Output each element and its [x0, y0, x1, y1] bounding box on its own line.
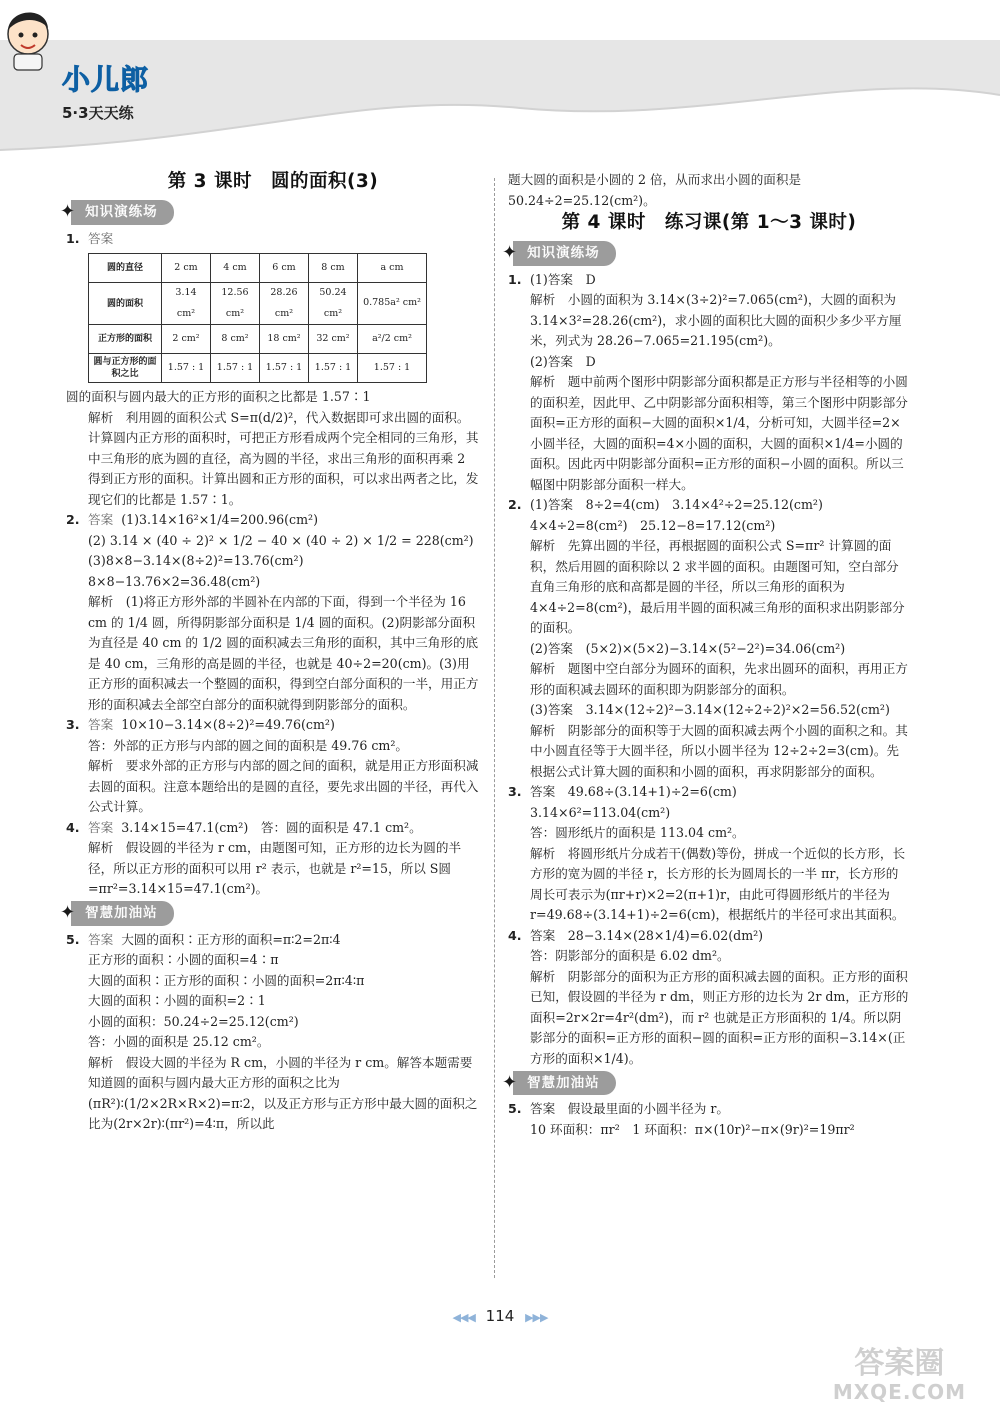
explanation: 解析 假设大圆的半径为 R cm，小圆的半径为 r cm。解答本题需要知道圆的面积与圆内最大正方形的面积之比为(πR²)∶(1/2×2R×R×2)=π∶2，以及正方形与正方形中最大圆的面积之比为(2r×2r)∶(πr²)=4∶π，所以此	[88, 1054, 478, 1131]
answer-line: 答：外部的正方形与内部的圆之间的面积是 49.76 cm²。	[88, 737, 408, 753]
lesson-title-4: 第 4 课时 练习课(第 1～3 课时)	[561, 212, 857, 233]
explanation: 解析 小圆的面积为 3.14×(3÷2)²=7.065(cm²)，大圆的面积为 3.14×3²=28.26(cm²)，求小圆的面积比大圆的面积少多少平方厘米，列式为 28.26−7.065=21.195(cm²)。	[530, 292, 902, 348]
explanation: 解析 要求外部的正方形与内部的圆之间的面积，就是用正方形面积减去圆的面积。注意本题给出的是圆的直径，要先求出圆的半径，再代入公式计算。	[88, 758, 479, 814]
watermark-url: MXQE.COM	[832, 1380, 966, 1404]
question-number: 3.	[508, 784, 522, 799]
answer-line: (2)答案 (5×2)×(5×2)−3.14×(5²−2²)=34.06(cm²)	[530, 640, 846, 656]
star-icon: ✦	[502, 1071, 518, 1093]
answer-line: 答：小圆的面积是 25.12 cm²。	[88, 1034, 270, 1049]
section-label: 知识演练场	[513, 241, 616, 266]
answer-line: 正方形的面积∶小圆的面积=4∶π	[88, 952, 279, 967]
table-cell: 12.56 cm²	[211, 283, 260, 325]
explanation: 解析 阴影部分的面积为正方形的面积减去圆的面积。正方形的面积已知，假设圆的半径为 r dm，则正方形的边长为 2r dm，正方形的面积=2r×2r=4r²(dm²)，而 r² 也就是正方形面积的 1/4。所以阴影部分的面积=正方形的面积−圆的面积=正方形的面积−3.14×(正方形的面积×1/4)。	[530, 968, 909, 1066]
answer-line: (2)答案 D	[530, 353, 596, 369]
table-cell: 3.14 cm²	[162, 283, 211, 325]
answer-line: (1)答案 8÷2=4(cm) 3.14×4²÷2=25.12(cm²)	[530, 497, 823, 512]
section-tag-practice	[502, 242, 616, 266]
section-tag-practice	[60, 201, 174, 225]
table-cell: 正方形的面积	[89, 325, 162, 354]
question-number: 2.	[66, 512, 80, 527]
table-cell: 28.26 cm²	[260, 283, 309, 325]
answer-line: 答：圆形纸片的面积是 113.04 cm²。	[530, 825, 745, 840]
watermark-title: 答案圈	[854, 1346, 945, 1381]
answer-line: (2) 3.14 × (40 ÷ 2)² × 1/2 − 40 × (40 ÷ 2) × 1/2 = 228(cm²)	[88, 532, 474, 548]
mascot-boy-icon	[0, 0, 56, 72]
table-cell: 0.785a² cm²	[358, 283, 427, 325]
section-label: 智慧加油站	[513, 1071, 616, 1096]
table-row	[89, 325, 427, 354]
section-label: 知识演练场	[71, 200, 174, 225]
answer-label: 答案	[88, 512, 114, 527]
table-cell: 8 cm	[309, 254, 358, 283]
table-cell: 1.57 : 1	[162, 354, 211, 383]
question-2	[66, 510, 480, 715]
question-4	[66, 818, 480, 900]
answer-line: 10×10−3.14×(8÷2)²=49.76(cm²)	[121, 717, 335, 732]
table-row	[89, 254, 427, 283]
brand-subtitle: 5·3天天练	[62, 104, 134, 122]
question-number: 2.	[508, 497, 522, 512]
star-icon: ✦	[60, 201, 76, 223]
table-cell: 32 cm²	[309, 325, 358, 354]
explanation: 解析 将圆形纸片分成若干(偶数)等份，拼成一个近似的长方形，长方形的宽为圆的半径 r，长方形的长为圆周长的一半 πr，长方形的周长可表示为(πr+r)×2=2(π+1)r，由此可得圆形纸片的半径为 r=49.68÷(3.14+1)÷2=6(cm)，根据纸片的半径可求出其面积。	[530, 845, 906, 922]
question-5	[508, 1099, 910, 1140]
table-cell: 1.57 : 1	[309, 354, 358, 383]
question-number: 1.	[66, 230, 80, 246]
answer-line: 10 环面积：πr² 1 环面积：π×(10r)²−π×(9r)²=19πr²	[530, 1121, 855, 1137]
table-cell: 50.24 cm²	[309, 283, 358, 325]
section-label: 智慧加油站	[71, 901, 174, 926]
left-column	[60, 170, 480, 1135]
question-number: 5.	[66, 931, 80, 947]
question-number: 5.	[508, 1101, 522, 1116]
table-cell: 2 cm	[162, 254, 211, 283]
question-number: 4.	[508, 927, 522, 943]
next-arrows-icon: ▶▶▶	[525, 1311, 548, 1324]
question-number: 4.	[66, 819, 80, 835]
answer-line: 大圆的面积∶正方形的面积=π∶2=2π∶4	[121, 931, 341, 947]
table-cell: 8 cm²	[211, 325, 260, 354]
answer-line: 4×4÷2=8(cm²) 25.12−8=17.12(cm²)	[530, 517, 776, 533]
question-5	[66, 930, 480, 1135]
table-cell: a²/2 cm²	[358, 325, 427, 354]
right-column	[502, 170, 910, 1140]
header-wave-decoration	[0, 0, 1000, 160]
answer-line: 圆的面积与圆内最大的正方形的面积之比都是 1.57∶1	[66, 389, 371, 404]
page-footer	[0, 1307, 1000, 1325]
table-cell: 18 cm²	[260, 325, 309, 354]
answer-label: 答案	[88, 819, 114, 835]
site-watermark	[832, 1346, 966, 1406]
brand-title: 小儿郎	[62, 63, 150, 96]
table-cell: 圆的直径	[89, 254, 162, 283]
section-tag-challenge	[60, 902, 174, 926]
question-4	[508, 926, 910, 1070]
answer-line: 答案 49.68÷(3.14+1)÷2=6(cm)	[530, 784, 737, 799]
answer-table	[88, 253, 427, 383]
table-cell: 1.57 : 1	[260, 354, 309, 383]
column-divider	[494, 178, 495, 1278]
question-3	[508, 782, 910, 926]
answer-label: 答案	[88, 717, 114, 732]
header-band	[0, 0, 1000, 160]
table-cell: 4 cm	[211, 254, 260, 283]
question-number: 1.	[508, 271, 522, 287]
explanation: 解析 阴影部分的面积等于大圆的面积减去两个小圆的面积之和。其中小圆直径等于大圆半径，所以小圆半径为 12÷2÷2=3(cm)。先根据公式计算大圆的面积和小圆的面积，再求阴影部分的面积。	[530, 722, 908, 779]
table-cell: 圆的面积	[89, 283, 162, 325]
answer-line: 小圆的面积：50.24÷2=25.12(cm²)	[88, 1013, 299, 1029]
table-cell: 圆与正方形的面积之比	[89, 354, 162, 383]
lesson-title-3: 第 3 课时 圆的面积(3)	[167, 171, 379, 192]
answer-label: 答案	[88, 230, 114, 246]
answer-label: 答案	[88, 931, 114, 947]
prev-arrows-icon: ◀◀◀	[452, 1311, 475, 1324]
answer-line: 3.14×6²=113.04(cm²)	[530, 804, 671, 820]
answer-line: 答案 28−3.14×(28×1/4)=6.02(dm²)	[530, 927, 764, 943]
explanation: 解析 题图中空白部分为圆环的面积，先求出圆环的面积，再用正方形的面积减去圆环的面积即为阴影部分的面积。	[530, 661, 908, 697]
answer-line: 答：阴影部分的面积是 6.02 dm²。	[530, 948, 730, 963]
question-3	[66, 715, 480, 818]
explanation: 解析 (1)将正方形外部的半圆补在内部的下面，得到一个半径为 16 cm 的 1/4 圆，所得阴影部分面积是 1/4 圆的面积。(2)阴影部分面积为直径是 40 cm 的 1/2 圆的面积减去三角形的面积，其中三角形的底是 40 cm，三角形的高是圆的半径，也就是 40÷2=20(cm)。(3)用正方形的面积减去一个整圆的面积，得到空白部分面积的一半，用正方形的面积减去全部空白部分的面积就得到阴影部分的面积。	[88, 594, 479, 712]
answer-line: 8×8−13.76×2=36.48(cm²)	[88, 573, 261, 589]
answer-line: 3.14×15=47.1(cm²) 答：圆的面积是 47.1 cm²。	[121, 819, 422, 835]
answer-line: 大圆的面积∶正方形的面积∶小圆的面积=2π∶4∶π	[88, 972, 365, 988]
star-icon: ✦	[60, 902, 76, 924]
question-2	[508, 495, 910, 782]
question-1	[66, 229, 480, 511]
table-cell: a cm	[358, 254, 427, 283]
table-cell: 6 cm	[260, 254, 309, 283]
question-number: 3.	[66, 717, 80, 732]
explanation: 解析 先算出圆的半径，再根据圆的面积公式 S=πr² 计算圆的面积，然后用圆的面积除以 2 求半圆的面积。由题图可知，空白部分直角三角形的底和高都是圆的半径，所以三角形的面积为 4×4÷2=8(cm²)，最后用半圆的面积减三角形的面积求出阴影部分的面积。	[530, 538, 905, 635]
section-tag-challenge	[502, 1071, 616, 1095]
explanation: 解析 利用圆的面积公式 S=π(d/2)²，代入数据即可求出圆的面积。计算圆内正方形的面积时，可把正方形看成两个完全相同的三角形，其中三角形的底为圆的直径，高为圆的半径，求出三角形的面积再乘 2 得到正方形的面积。计算出圆和正方形的面积，可以求出两者之比，发现它们的比都是 1.57∶1。	[88, 409, 479, 507]
table-cell: 2 cm²	[162, 325, 211, 354]
brand-logo	[62, 58, 149, 123]
answer-line: 大圆的面积∶小圆的面积=2∶1	[88, 993, 266, 1008]
answer-line: (1)答案 D	[530, 271, 596, 287]
table-cell: 1.57 : 1	[358, 354, 427, 383]
star-icon: ✦	[502, 242, 518, 264]
explanation: 解析 题中前两个图形中阴影部分面积都是正方形与半径相等的小圆的面积差，因此甲、乙中阴影部分面积相等，第三个图形中阴影部分面积=正方形的面积−大圆的面积×1/4，分析可知，大圆半径=2×小圆半径，大圆的面积=4×小圆的面积，大圆的面积×1/4=小圆的面积。因此丙中阴影部分面积=正方形的面积−小圆的面积。所以三幅图中阴影部分面积一样大。	[530, 374, 908, 492]
question-1	[508, 270, 910, 496]
carryover-line: 题大圆的面积是小圆的 2 倍，从而求出小圆的面积是	[508, 172, 802, 187]
table-row	[89, 354, 427, 383]
explanation: 解析 假设圆的半径为 r cm，由题图可知，正方形的边长为圆的半径，所以正方形的面积可以用 r² 表示，也就是 r²=15，所以 S圆=πr²=3.14×15=47.1(cm²)。	[88, 840, 462, 896]
answer-line: 答案 假设最里面的小圆半径为 r。	[530, 1101, 729, 1116]
carryover-line: 50.24÷2=25.12(cm²)。	[508, 192, 656, 208]
table-row	[89, 283, 427, 325]
answer-line: (1)3.14×16²×1/4=200.96(cm²)	[121, 512, 319, 527]
answer-line: (3)答案 3.14×(12÷2)²−3.14×(12÷2÷2)²×2=56.52(cm²)	[530, 702, 890, 717]
answer-line: (3)8×8−3.14×(8÷2)²=13.76(cm²)	[88, 553, 304, 568]
table-cell: 1.57 : 1	[211, 354, 260, 383]
page-number: 114	[485, 1307, 515, 1325]
